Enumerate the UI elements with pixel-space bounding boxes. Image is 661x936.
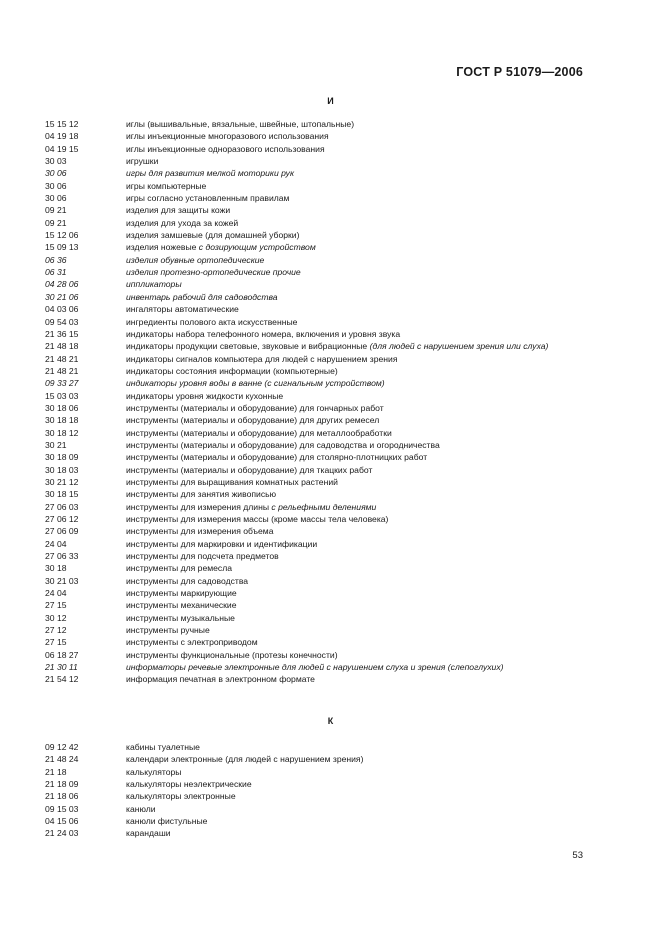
list-item <box>45 790 590 802</box>
item-code: 21 48 21 <box>45 365 79 376</box>
item-name-text: инструменты (материалы и оборудование) для ткацких работ <box>126 464 373 475</box>
item-name <box>126 624 590 636</box>
list-item <box>45 241 590 253</box>
item-code: 06 36 <box>45 254 67 265</box>
list-item <box>45 192 590 204</box>
list-item <box>45 365 590 377</box>
item-name <box>126 476 590 488</box>
list-item <box>45 661 590 673</box>
item-code: 27 15 <box>45 600 67 611</box>
item-name <box>126 649 590 661</box>
item-code: 30 18 15 <box>45 489 79 500</box>
item-name-text: канюли фистульные <box>126 816 208 827</box>
item-code: 09 12 42 <box>45 742 79 752</box>
item-code: 30 21 <box>45 439 67 450</box>
item-name <box>126 525 590 537</box>
list-item <box>45 427 590 439</box>
item-name <box>126 488 590 500</box>
item-name-text: инструменты для садоводства <box>126 575 249 586</box>
item-name-text: иглы (вышивальные, вязальные, швейные, штопальные) <box>126 119 355 129</box>
list-item <box>45 451 590 463</box>
item-code: 30 21 12 <box>45 476 79 487</box>
item-code: 09 21 <box>45 205 67 216</box>
item-code: 30 21 06 <box>45 291 79 302</box>
item-code: 24 04 <box>45 538 67 549</box>
document-header-id: ГОСТ Р 51079—2006 <box>456 65 583 79</box>
item-code: 15 15 12 <box>45 119 79 129</box>
item-name <box>126 815 590 827</box>
item-name <box>126 167 590 179</box>
list-item <box>45 513 590 525</box>
item-code: 06 31 <box>45 267 67 278</box>
item-name-text: инструменты с электроприводом <box>126 637 258 648</box>
item-code: 27 06 03 <box>45 501 79 512</box>
item-name-text: игрушки <box>126 156 159 167</box>
item-code: 21 48 18 <box>45 341 79 352</box>
item-code: 21 18 09 <box>45 779 79 790</box>
item-code: 21 48 24 <box>45 754 79 765</box>
section-letter-i: И <box>327 96 334 106</box>
list-item <box>45 538 590 550</box>
item-name-text: инструменты для занятия живописью <box>126 489 277 500</box>
item-name <box>126 204 590 216</box>
item-name-text: изделия замшевые (для домашней уборки) <box>126 230 300 241</box>
list-item <box>45 167 590 179</box>
item-name <box>126 538 590 550</box>
list-item <box>45 464 590 476</box>
item-name-text: калькуляторы <box>126 766 182 777</box>
list-item <box>45 827 590 839</box>
item-name-text: инструменты механические <box>126 600 237 611</box>
item-code: 30 06 <box>45 180 67 191</box>
list-item <box>45 550 590 562</box>
item-name-text: инструменты маркирующие <box>126 588 237 599</box>
list-item <box>45 612 590 624</box>
item-name <box>126 766 590 778</box>
item-code: 04 19 15 <box>45 143 79 154</box>
item-name-text: канюли <box>126 803 156 814</box>
item-name <box>126 377 590 389</box>
item-code: 27 12 <box>45 625 67 636</box>
item-name <box>126 217 590 229</box>
item-code: 27 15 <box>45 637 67 648</box>
list-item <box>45 673 590 685</box>
list-item <box>45 402 590 414</box>
item-code: 21 48 21 <box>45 353 79 364</box>
item-name <box>126 550 590 562</box>
list-item <box>45 118 590 130</box>
item-code: 15 03 03 <box>45 390 79 401</box>
item-name <box>126 599 590 611</box>
list-item <box>45 741 590 753</box>
item-name-text: изделия обувные ортопедические <box>126 254 265 265</box>
item-name-text: калькуляторы электронные <box>126 791 236 802</box>
item-code: 30 06 <box>45 168 67 179</box>
item-name-text: изделия ножевые <box>126 242 199 253</box>
list-item <box>45 587 590 599</box>
item-name-text: индикаторы сигналов компьютера для людей с нарушением зрения <box>126 353 398 364</box>
list-item <box>45 266 590 278</box>
item-name-text: инструменты для измерения длины <box>126 501 272 512</box>
item-code: 09 33 27 <box>45 378 79 389</box>
item-code: 04 15 06 <box>45 816 79 827</box>
list-item <box>45 316 590 328</box>
item-name <box>126 229 590 241</box>
item-code: 30 18 09 <box>45 452 79 463</box>
list-item <box>45 778 590 790</box>
item-name-text: кабины туалетные <box>126 742 200 752</box>
item-code: 30 18 03 <box>45 464 79 475</box>
item-name-text: игры для развития мелкой моторики рук <box>126 168 295 179</box>
item-code: 21 24 03 <box>45 828 79 839</box>
list-item <box>45 143 590 155</box>
item-name-text: инструменты для измерения массы (кроме массы тела человека) <box>126 514 389 524</box>
item-name-text: изделия протезно-ортопедические прочие <box>126 267 301 278</box>
entry-list-i <box>45 118 590 686</box>
list-item <box>45 501 590 513</box>
item-name <box>126 118 590 130</box>
item-name <box>126 587 590 599</box>
item-name-text: калькуляторы неэлектрические <box>126 779 252 790</box>
item-name <box>126 778 590 790</box>
item-code: 09 15 03 <box>45 803 79 814</box>
item-name-text: инструменты (материалы и оборудование) для гончарных работ <box>126 402 384 413</box>
item-name-text: карандаши <box>126 828 171 839</box>
item-code: 04 28 06 <box>45 279 79 290</box>
item-name <box>126 741 590 753</box>
item-name-text: ингаляторы автоматические <box>126 304 239 315</box>
list-item <box>45 525 590 537</box>
list-item <box>45 328 590 340</box>
item-name-text: календари электронные (для людей с нарушением зрения) <box>126 754 364 765</box>
item-name-text: индикаторы уровня воды в ванне (с сигнальным устройством) <box>126 378 385 389</box>
item-name-text: изделия для защиты кожи <box>126 205 231 216</box>
list-item <box>45 636 590 648</box>
item-code: 30 18 <box>45 563 67 574</box>
item-code: 30 18 12 <box>45 427 79 438</box>
item-code: 15 12 06 <box>45 230 79 241</box>
item-name <box>126 254 590 266</box>
item-name <box>126 192 590 204</box>
item-name-text: инструменты для ремесла <box>126 563 233 574</box>
item-name-text: инструменты (материалы и оборудование) для столярно-плотницких работ <box>126 452 428 463</box>
list-item <box>45 414 590 426</box>
item-name <box>126 753 590 765</box>
entry-list-k <box>45 741 590 840</box>
item-name-text: инструменты музыкальные <box>126 612 235 623</box>
item-code: 21 30 11 <box>45 662 78 673</box>
item-code: 04 19 18 <box>45 131 79 142</box>
item-name <box>126 427 590 439</box>
item-code: 30 06 <box>45 193 67 204</box>
item-name <box>126 790 590 802</box>
list-item <box>45 815 590 827</box>
list-item <box>45 766 590 778</box>
list-item <box>45 753 590 765</box>
section-letter-k: К <box>327 716 334 726</box>
item-name <box>126 303 590 315</box>
item-name <box>126 278 590 290</box>
list-item <box>45 180 590 192</box>
item-name-text: ингредиенты полового акта искусственные <box>126 316 298 327</box>
item-name <box>126 291 590 303</box>
item-name <box>126 612 590 624</box>
item-code: 09 21 <box>45 217 67 228</box>
item-name <box>126 439 590 451</box>
item-name <box>126 130 590 142</box>
list-item <box>45 624 590 636</box>
list-item <box>45 217 590 229</box>
item-name-text: инструменты для подсчета предметов <box>126 551 279 562</box>
list-item <box>45 254 590 266</box>
item-code: 04 03 06 <box>45 304 79 315</box>
item-name <box>126 365 590 377</box>
list-item <box>45 204 590 216</box>
list-item <box>45 291 590 303</box>
item-name-text: информация печатная в электронном формате <box>126 674 315 685</box>
list-item <box>45 439 590 451</box>
item-name-text: инструменты (материалы и оборудование) для других ремесел <box>126 415 380 426</box>
list-item <box>45 155 590 167</box>
item-name-text: инвентарь рабочий для садоводства <box>126 291 278 302</box>
item-code: 30 12 <box>45 612 67 623</box>
item-name <box>126 155 590 167</box>
item-code: 21 36 15 <box>45 328 79 339</box>
item-name <box>126 636 590 648</box>
list-item <box>45 377 590 389</box>
list-item <box>45 649 590 661</box>
item-code: 30 18 06 <box>45 402 79 413</box>
item-name <box>126 402 590 414</box>
item-name-text: инструменты функциональные (протезы конечности) <box>126 649 338 660</box>
list-item <box>45 476 590 488</box>
item-name-text: инструменты для маркировки и идентификации <box>126 538 318 549</box>
item-name <box>126 180 590 192</box>
item-name-text: инструменты для выращивания комнатных растений <box>126 476 338 487</box>
item-name-text: инструменты (материалы и оборудование) для металлообработки <box>126 427 392 438</box>
item-code: 30 21 03 <box>45 575 79 586</box>
item-name-text: инструменты ручные <box>126 625 210 636</box>
item-name <box>126 353 590 365</box>
item-name-text: инструменты (материалы и оборудование) для садоводства и огородничества <box>126 439 440 450</box>
item-name-text: иглы инъекционные многоразового использования <box>126 131 329 142</box>
item-name-text: информаторы речевые электронные для людей с нарушением слуха и зрения (слепоглухих) <box>126 662 504 673</box>
item-code: 30 03 <box>45 156 67 167</box>
list-item <box>45 803 590 815</box>
item-name <box>126 266 590 278</box>
item-name-text: иглы инъекционные одноразового использования <box>126 143 325 154</box>
item-code: 24 04 <box>45 588 67 599</box>
item-name <box>126 328 590 340</box>
item-name-text: индикаторы уровня жидкости кухонные <box>126 390 284 401</box>
list-item <box>45 488 590 500</box>
item-name <box>126 340 590 352</box>
item-name-text: индикаторы набора телефонного номера, включения и уровня звука <box>126 328 401 339</box>
item-name <box>126 673 590 685</box>
item-code: 27 06 09 <box>45 526 79 537</box>
item-name <box>126 827 590 839</box>
item-name-italic: с рельефными делениями <box>271 501 377 512</box>
item-name <box>126 501 590 513</box>
list-item <box>45 562 590 574</box>
item-name <box>126 316 590 328</box>
list-item <box>45 575 590 587</box>
item-code: 06 18 27 <box>45 649 79 660</box>
item-name <box>126 390 590 402</box>
item-name <box>126 575 590 587</box>
item-name <box>126 661 590 673</box>
item-code: 21 18 06 <box>45 791 79 802</box>
item-name-text: инструменты для измерения объема <box>126 526 274 537</box>
list-item <box>45 390 590 402</box>
item-code: 09 54 03 <box>45 316 79 327</box>
list-item <box>45 599 590 611</box>
item-name <box>126 464 590 476</box>
item-name <box>126 513 590 525</box>
list-item <box>45 303 590 315</box>
item-name <box>126 143 590 155</box>
item-name-text: иппликаторы <box>126 279 182 290</box>
list-item <box>45 229 590 241</box>
item-code: 15 09 13 <box>45 242 79 253</box>
item-name-italic: с дозирующим устройством <box>198 242 316 253</box>
list-item <box>45 130 590 142</box>
list-item <box>45 278 590 290</box>
item-name <box>126 803 590 815</box>
item-code: 27 06 33 <box>45 551 79 562</box>
item-code: 30 18 18 <box>45 415 79 426</box>
item-name <box>126 562 590 574</box>
item-code: 27 06 12 <box>45 514 79 524</box>
item-name <box>126 241 590 253</box>
item-name-text: изделия для ухода за кожей <box>126 217 239 228</box>
page-number: 53 <box>572 850 583 861</box>
item-name-text: игры компьютерные <box>126 180 207 191</box>
item-name-text: индикаторы состояния информации (компьютерные) <box>126 365 338 376</box>
item-code: 21 54 12 <box>45 674 79 685</box>
list-item <box>45 353 590 365</box>
item-name-text: игры согласно установленным правилам <box>126 193 290 204</box>
item-name <box>126 451 590 463</box>
item-name-italic: (для людей с нарушением зрения или слуха) <box>369 341 549 352</box>
list-item <box>45 340 590 352</box>
item-name <box>126 414 590 426</box>
item-name-text: индикаторы продукции световые, звуковые и вибрационные <box>126 341 370 352</box>
item-code: 21 18 <box>45 766 67 777</box>
